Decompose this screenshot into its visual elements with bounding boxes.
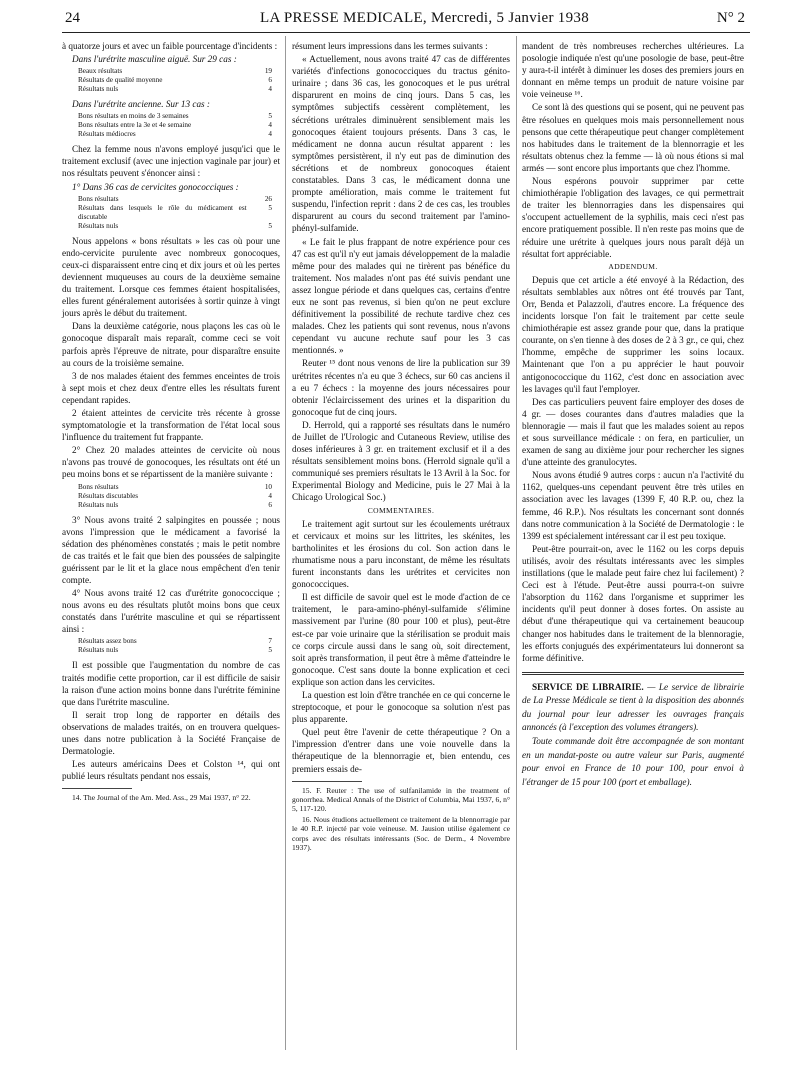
section-heading-addendum: ADDENDUM. [608, 261, 658, 271]
results-table-1 [78, 67, 280, 94]
table-caption: 2° Chez 20 malades atteintes de cervicite où nous n'avons pas trouvé de gonocoques, les résultats ont été un peu moins bons et se répartissent de la manière suivante : [62, 445, 280, 480]
results-table-4 [78, 483, 280, 510]
table-row [78, 67, 280, 76]
row-value: 7 [268, 637, 272, 646]
paragraph: 2 étaient atteintes de cervicite très récente à grosse symptomatologie et la transformation de l'état local sous l'influence du traitement fut frappante. [62, 407, 280, 443]
footnote-rule [292, 781, 362, 782]
footnote: 14. The Journal of the Am. Med. Ass., 29 Mai 1937, n° 22. [72, 793, 251, 803]
paragraph: Les auteurs américains Dees et Colston ¹⁴, qui ont publié leurs résultats pendant nos essais, [62, 759, 280, 782]
paragraph: Quel peut être l'avenir de cette thérapeutique ? On a l'impression d'entrer dans une voie nouvelle dans la thérapeutique de la blennorragie et, bien entendu, ces premiers essais de- [292, 727, 510, 774]
table-caption: Dans l'urétrite ancienne. Sur 13 cas : [72, 99, 210, 110]
table-row [78, 112, 280, 121]
footnote: 16. Nous étudions actuellement ce traitement de la blennorragie par le 40 R.P. injecté par voie veineuse. M. Jausion utilise également ce corps avec des résultats intéressants (Soc. de Derm., 4 Novembre 1937). [292, 814, 510, 853]
paragraph: D. Herrold, qui a rapporté ses résultats dans le numéro de Juillet de l'Urologic and Cutaneous Review, utilise des doses inférieures à 3 gr. en traitement exclusif et il a des résultats sensiblement moins bons. (Herrold signale qu'il a communiqué ses premiers résultats le 13 Avril à la Soc. for Experimental Biology and Medicine, puis le 27 Mai à la Chicago Urological Soc.) [292, 419, 510, 503]
quote-paragraph: « Le fait le plus frappant de notre expérience pour ces 47 cas est qu'il n'y eut jamais développement de la maladie même pour des malades qui ne tirèrent pas bénéfice du traitement. Nos malades n'ont pas été suivis pendant une assez longue période et dans quelques cas, certains d'entre eux ne sont pas revenus, si bien qu'on ne peut exclure définitivement la possibilité de rechute tardive chez ces malades. Chez les patients qui sont revenus, nous n'avons cependant vu aucune rechute sauf pour les 3 cas mentionnés. » [292, 236, 510, 356]
row-label: Bons résultats [78, 194, 119, 203]
results-table-3 [78, 195, 280, 231]
row-value: 5 [268, 646, 272, 655]
results-table-5 [78, 637, 280, 655]
paragraph: 3° Nous avons traité 2 salpingites en poussée ; nous avons l'impression que le médicament a favorisé la sédation des phénomènes constatés ; mais le petit nombre de cas traités et le fait que bien des poussées de salpingite guérissent par le lit et la glace nous empêchent d'en tenir compte. [62, 514, 280, 585]
row-value: 4 [268, 85, 272, 94]
table-row [78, 492, 280, 501]
paragraph: Il est difficile de savoir quel est le mode d'action de ce traitement, le para-amino-phényl-sulfamide s'élimine massivement par l'urine (80 pour 100 et plus), peut-être est-ce par voie urinaire que la stérilisation se produit mais ce corps circule aussi dans le sang où, soit directement, soit après transformation, il peut être à même d'atteindre le gonocoque. C'est sans doute la bonne explication et ceci explique son action dans les cervicites. [292, 592, 510, 687]
paragraph: mandent de très nombreuses recherches ultérieures. La posologie indiquée n'est qu'une posologie de base, peut-être y aura-t-il intérêt à diminuer les doses des premiers jours en donnant en même temps un produit de nature voisine par voie veineuse ¹⁶. [522, 41, 744, 100]
issue-number: N° 2 [716, 10, 745, 26]
row-label: Résultats nuls [78, 500, 119, 509]
table-caption: 1° Dans 36 cas de cervicites gonococciques : [72, 181, 239, 192]
row-label: Résultats nuls [78, 85, 119, 94]
library-text: — Le service de librairie de La Presse Médicale se tient à la disposition des abonnés du journal pour leur adresser les ouvrages français annoncés (à l'exception des volumes étrangers). [522, 681, 744, 732]
table-row [78, 76, 280, 85]
library-text-2: Toute commande doit être accompagnée de son montant en un mandat-poste ou autre valeur sur Paris, augmenté pour envoi en France de 10 pour 100, pour envoi à l'étranger de 15 pour 100 (port et emballage). [522, 736, 744, 787]
table-caption: Dans l'urétrite masculine aiguë. Sur 29 cas : [72, 54, 237, 65]
column-3 [522, 40, 744, 790]
table-row [78, 85, 280, 94]
results-table-2 [78, 112, 280, 139]
row-value: 6 [268, 500, 272, 509]
paragraph: Dans la deuxième catégorie, nous plaçons les cas où le gonocoque disparaît mais reparaît, comme ceci se voit parfois après l'épreuve de nitrate, pour disparaître ensuite au cours de la troisième semaine. [62, 321, 280, 368]
row-label: Résultats nuls [78, 646, 119, 655]
row-label: Résultats assez bons [78, 637, 137, 646]
paragraph: 3 de nos malades étaient des femmes enceintes de trois à sept mois et chez deux d'entre elles les résultats furent cependant rapides. [62, 370, 280, 405]
table-row [78, 646, 280, 655]
table-row [78, 222, 280, 231]
section-heading-commentaires: COMMENTAIRES. [367, 505, 435, 515]
row-value: 6 [268, 76, 272, 85]
row-value: 4 [268, 130, 272, 139]
row-label: Bons résultats entre la 3e et 4e semaine [78, 121, 192, 130]
column-divider-1 [285, 36, 286, 1050]
row-label: Résultats discutables [78, 491, 139, 500]
paragraph: résument leurs impressions dans les termes suivants : [292, 41, 488, 51]
row-label: Résultats de qualité moyenne [78, 76, 163, 85]
row-value: 4 [268, 491, 272, 500]
paragraph: Le traitement agit surtout sur les écoulements urétraux et cervicaux et moins sur les littrites, les skénites, les bartholinites et les érosions du col. Son action dans le rhumatisme nous a paru inconstant, de même les résultats furent inconstants dans les urétrites et cervicites non gonococciques. [292, 518, 510, 590]
row-value: 5 [268, 203, 272, 212]
row-value: 10 [264, 482, 272, 491]
footnote-rule [62, 788, 132, 789]
paragraph: Reuter ¹⁵ dont nous venons de lire la publication sur 39 urétrites récentes n'a eu que 3 échecs, sur 60 cas anciens il a eu 7 échecs : la moyenne des jours nécessaires pour obtenir l'éclaircissement des urines et la disparition du gonocoque fut de cinq jours. [292, 358, 510, 417]
paragraph: Nous avons étudié 9 autres corps : aucun n'a l'activité du 1162, quelques-uns cependant peuvent être très utiles en association avec les lavages (1399 F, 40 R.P. ou, chez la femme, 46 R.P.). Nos résultats les concernant sont donnés dans notre communication à la Société de Dermatologie : le 1399 est spécialement intéressant car il est peu toxique. [522, 470, 744, 541]
table-caption: 4° Nous avons traité 12 cas d'urétrite gonococcique ; nous avons eu des résultats plutôt moins bons que ceux constatés dans l'urétrite masculine et qui se répartissent ainsi : [62, 588, 280, 635]
library-notice [522, 681, 744, 789]
row-label: Résultats dans lesquels le rôle du médicament est discutable [78, 203, 247, 221]
column-1 [62, 40, 280, 804]
paragraph: Chez la femme nous n'avons employé jusqu'ici que le traitement exclusif (avec une injection vaginale par jour) et nos résultats peuvent s'énoncer ainsi : [62, 144, 280, 179]
page-header [65, 10, 745, 34]
journal-title: LA PRESSE MEDICALE, Mercredi, 5 Janvier 1938 [260, 10, 589, 26]
table-row [78, 637, 280, 646]
page-number: 24 [65, 10, 80, 26]
paragraph: Nous espérons pouvoir supprimer par cette chimiothérapie l'obligation des lavages, ce qui permettrait de traiter les blennorragies dans les dispensaires qui s'occupent actuellement de la syphilis, mais ceci n'est pas encore pratiquement possible. Il n'en reste pas moins que de réduire une urétrite à quelques jours nous paraît déjà un résultat fort appréciable. [522, 176, 744, 259]
paragraph: Des cas particuliers peuvent faire employer des doses de 4 gr. — doses courantes dans d'autres maladies que la blennoragie — mais il faut que les malades soient au repos et sous surveillance médicale : on fera, en particulier, un examen de sang au dixième jour pour rechercher les signes d'une atteinte des granulocytes. [522, 396, 744, 468]
header-rule [62, 32, 750, 33]
paragraph: Nous appelons « bons résultats » les cas où pour une endo-cervicite purulente avec nombreux gonocoques, ceux-ci disparaissent entre cinq et dix jours et où les pertes deviennent muqueuses au cours de la deuxième semaine du traitement. Lorsque ces femmes étaient hospitalisées, elles furent généralement autorisées à sortir quinze à vingt jours après le début du traitement. [62, 235, 280, 319]
footnote: 15. F. Reuter : The use of sulfanilamide in the treatment of gonorrhea. Medical Annals of the District of Columbia, Mai 1937, 6, n° 5, 117-120. [292, 785, 510, 814]
table-row [78, 195, 280, 204]
double-rule [522, 672, 744, 675]
library-title: SERVICE DE LIBRAIRIE. [532, 681, 644, 692]
row-label: Bons résultats en moins de 3 semaines [78, 112, 189, 121]
paragraph: Ce sont là des questions qui se posent, qui ne peuvent pas être résolues en quelques mois mais personnellement nous pensons que cette thérapeutique peut changer complètement nos habitudes dans le traitement de la blennorragie et les résultats obtenus chez la femme — là où nous étions si mal armés — sont encore plus importants que chez l'homme. [522, 102, 744, 173]
row-value: 5 [268, 112, 272, 121]
column-2 [292, 40, 510, 853]
table-row [78, 121, 280, 130]
table-row [78, 501, 280, 510]
paragraph: Il serait trop long de rapporter en détails des observations de malades traités, on en trouvera quelques-unes dans notre publication à la Société Française de Dermatologie. [62, 709, 280, 757]
row-value: 4 [268, 121, 272, 130]
row-value: 19 [264, 67, 272, 76]
table-row [78, 204, 280, 222]
row-value: 26 [264, 194, 272, 203]
paragraph: Depuis que cet article a été envoyé à la Rédaction, des résultats semblables aux nôtres ont été trouvés par Tant, Orr, Benda et Palazzoli, d'autres encore. La fréquence des incidents lorsque l'on fait le traitement par cette seule chimiothérapie est assez grande pour que, dans la pratique courante, on s'en tienne à des doses de 2 à 3 gr., ce qui, chez l'homme, empêche de supprimer les soins locaux. Maintenant que l'on a pu apprécier le haut pouvoir antigonococcique du 1162, c'est donc en association avec les lavages qu'il faut l'employer. [522, 274, 744, 394]
row-label: Résultats médiocres [78, 130, 136, 139]
row-label: Bons résultats [78, 482, 119, 491]
paragraph: La question est loin d'être tranchée en ce qui concerne le streptocoque, et pour le gonocoque sa solution n'est pas plus apparente. [292, 689, 510, 725]
table-row [78, 483, 280, 492]
row-label: Beaux résultats [78, 67, 123, 76]
paragraph: Il est possible que l'augmentation du nombre de cas traités modifie cette proportion, car il est difficile de saisir la raison d'une action moins bonne dans l'urétrite féminine que dans l'urétrite masculine. [62, 660, 280, 707]
paragraph: Peut-être pourrait-on, avec le 1162 ou les corps depuis utilisés, avoir des résultats intéressants avec les simples instillations (que le malade peut faire chez lui facilement) ? Ceci est à l'étude. Peut-être aussi pourra-t-on suivre l'absorption du 1162 dans l'organisme et supprimer les incidents qu'il peut donner à doses fortes. On assiste au début d'une thérapeutique qui va certainement beaucoup changer nos habitudes dans le traitement de la blennoragie, les efforts conjugués des expérimentateurs lui donneront sa forme définitive. [522, 543, 744, 663]
quote-paragraph: « Actuellement, nous avons traité 47 cas de différentes variétés d'infections gonococciques du tractus génito-urinaire ; dans 36 cas, les gonocoques et le pus urétral disparurent en moins de cinq jours. Dans 5 cas, les symptômes subjectifs cessèrent complètement, les sécrétions urétrales diminuèrent sensiblement mais les gonocoques étaient toujours présents. Dans 3 cas, le médicament ne donna aucun résultat apparent : les symptômes persistèrent, il n'y eut pas de diminution des sécrétions et de nombreux gonocoques étaient constatables. Dans 3 cas, le médicament donna une prompte amélioration, mais comme le traitement fut suspendu, l'infection reprit : dans 2 de ces cas, les troubles disparurent au cours du second traitement par l'amino-phényl-sulfamide. [292, 54, 510, 234]
paragraph: à quatorze jours et avec un faible pourcentage d'incidents : [62, 41, 278, 51]
table-row [78, 130, 280, 139]
column-divider-2 [516, 36, 517, 1050]
row-label: Résultats nuls [78, 221, 119, 230]
row-value: 5 [268, 221, 272, 230]
